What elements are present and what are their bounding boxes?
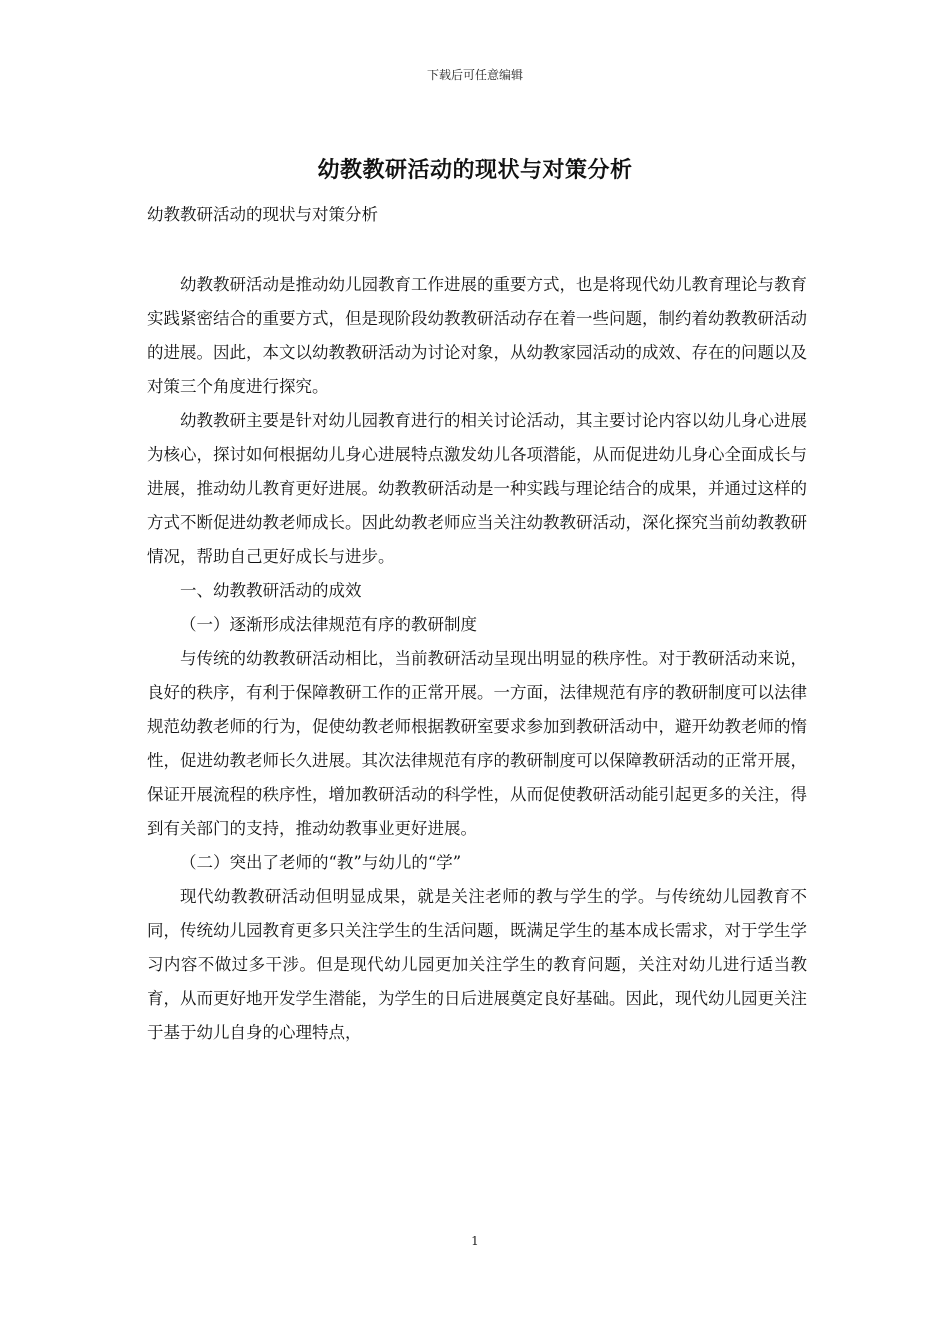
document-title: 幼教教研活动的现状与对策分析 — [317, 157, 633, 183]
subsection-heading-2: （二）突出了老师的“教”与幼儿的“学” — [180, 853, 462, 872]
subsection-heading-1: （一）逐渐形成法律规范有序的教研制度 — [180, 615, 477, 634]
paragraph-teaching: 现代幼教教研活动但明显成果，就是关注老师的教与学生的学。与传统幼儿园教育不同，传统幼儿园教育更多只关注学生的生活问题，既满足学生的基本成长需求，对于学生学习内容不做过多干涉。但是现代幼儿园更加关注学生的教育问题，关注对幼儿进行适当教育，从而更好地开发学生潜能，为学生的日后进展奠定良好基础。因此，现代幼儿园更关注于基于幼儿自身的心理特点， — [147, 887, 807, 1042]
page-number: 1 — [471, 1234, 479, 1248]
paragraph-overview: 幼教教研主要是针对幼儿园教育进行的相关讨论活动，其主要讨论内容以幼儿身心进展为核心，探讨如何根据幼儿身心进展特点激发幼儿各项潜能，从而促进幼儿身心全面成长与进展，推动幼儿教育更好进展。幼教教研活动是一种实践与理论结合的成果，并通过这样的方式不断促进幼教老师成长。因此幼教老师应当关注幼教教研活动，深化探究当前幼教教研情况，帮助自己更好成长与进步。 — [147, 411, 807, 566]
paragraph-system: 与传统的幼教教研活动相比，当前教研活动呈现出明显的秩序性。对于教研活动来说，良好的秩序，有利于保障教研工作的正常开展。一方面，法律规范有序的教研制度可以法律规范幼教老师的行为，促使幼教老师根据教研室要求参加到教研活动中，避开幼教老师的惰性，促进幼教老师长久进展。其次法律规范有序的教研制度可以保障教研活动的正常开展，保证开展流程的秩序性，增加教研活动的科学性，从而促使教研活动能引起更多的关注，得到有关部门的支持，推动幼教事业更好进展。 — [147, 649, 807, 838]
section-heading-1: 一、幼教教研活动的成效 — [180, 581, 362, 600]
paragraph-intro: 幼教教研活动是推动幼儿园教育工作进展的重要方式，也是将现代幼儿教育理论与教育实践紧密结合的重要方式，但是现阶段幼教教研活动存在着一些问题，制约着幼教教研活动的进展。因此，本文以幼教教研活动为讨论对象，从幼教家园活动的成效、存在的问题以及对策三个角度进行探究。 — [147, 275, 807, 396]
page-header-note: 下载后可任意编辑 — [426, 68, 523, 82]
document-body — [147, 268, 807, 1050]
document-subtitle: 幼教教研活动的现状与对策分析 — [147, 205, 378, 224]
